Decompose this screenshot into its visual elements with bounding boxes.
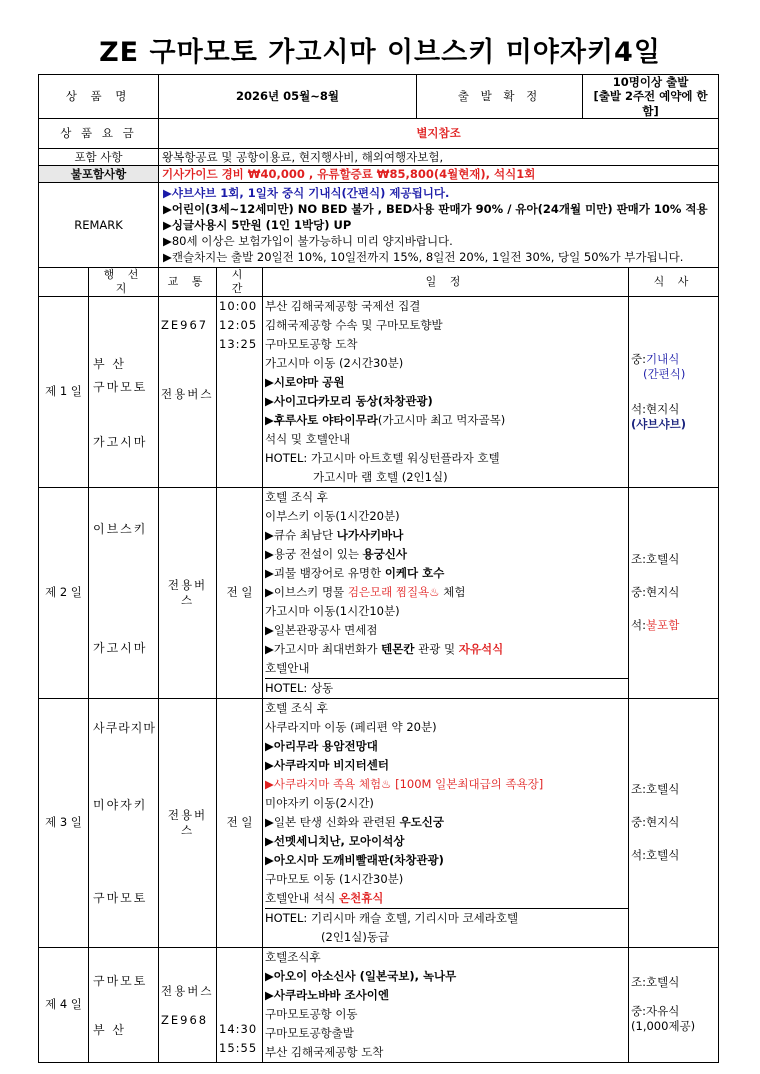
day-transport xyxy=(159,947,217,1062)
place-ibusuki: 이브스키 xyxy=(93,521,148,536)
day-row xyxy=(39,698,719,947)
schedule-line: 호텔 조식 후 xyxy=(265,700,328,715)
time-1: 10:00 xyxy=(219,298,258,313)
meal-lunch-note: (간편식) xyxy=(643,366,686,381)
exclude-label: 불포함사항 xyxy=(39,166,159,183)
transport-flight: ZE968 xyxy=(161,1012,209,1027)
meal-breakfast: 조:호텔식 xyxy=(631,782,680,797)
schedule-line: ▶아리무라 용암전망대 xyxy=(265,738,378,753)
day-row xyxy=(39,947,719,1062)
schedule-line: ▶이브스키 명물 xyxy=(265,584,348,599)
schedule-highlight: 텐몬칸 xyxy=(381,641,415,656)
day-label: 제 2 일 xyxy=(39,487,89,698)
remark-4: ▶80세 이상은 보험가입이 불가능하니 미리 양지바랍니다. xyxy=(163,234,453,249)
schedule-line: ▶큐슈 최남단 xyxy=(265,527,337,542)
day-meals xyxy=(629,947,719,1062)
transport-bus: 전용버스 xyxy=(161,386,214,401)
schedule-highlight: 온천휴식 xyxy=(338,890,384,905)
transport-flight: ZE967 xyxy=(161,317,209,332)
place-busan: 부 산 xyxy=(93,1022,126,1037)
meal-lunch: 중: xyxy=(631,351,647,366)
schedule-highlight: 나가사키바나 xyxy=(336,527,404,542)
schedule-line: ▶아오이 아소신사 (일본국보), 녹나무 xyxy=(265,968,457,983)
place-kumamoto: 구마모토 xyxy=(93,380,148,395)
transport-bus: 전용버스 xyxy=(159,487,217,698)
schedule-line: 김해국제공항 수속 및 구마모토향발 xyxy=(265,317,443,332)
day-places xyxy=(89,296,159,487)
time-allday: 전 일 xyxy=(217,487,263,698)
meal-lunch: 중:현지식 xyxy=(631,585,680,600)
schedule-line: HOTEL: 가고시마 아트호텔 워싱턴플라자 호텔 xyxy=(265,450,500,465)
time-1: 14:30 xyxy=(219,1021,258,1036)
schedule-line: 부산 김해국제공항 도착 xyxy=(265,1044,384,1059)
schedule-line: 호텔안내 석식 xyxy=(265,890,339,905)
day-label: 제 3 일 xyxy=(39,698,89,947)
place-miyazaki: 미야자키 xyxy=(93,797,148,812)
transport-bus: 전용버스 xyxy=(159,698,217,947)
page-title: ZE 구마모토 가고시마 이브스키 미야자키4일 xyxy=(99,37,661,68)
meal-lunch: 중:자유식 xyxy=(631,1004,680,1019)
meal-dinner: 석: xyxy=(631,618,647,633)
day-meals xyxy=(629,487,719,698)
schedule-line: 가고시마 이동(1시간10분) xyxy=(265,603,400,618)
schedule-line: 구마모토공항 이동 xyxy=(265,1006,358,1021)
schedule-line: ▶사쿠라노바바 조사이엔 xyxy=(265,987,389,1002)
schedule-line: 구마모토공항출발 xyxy=(265,1025,354,1040)
meal-dinner-value: 불포함 xyxy=(646,618,680,633)
day-times xyxy=(217,296,263,487)
meal-lunch: 중:현지식 xyxy=(631,815,680,830)
schedule-highlight: 자유석식 xyxy=(458,641,504,656)
place-sakurajima: 사쿠라지마 xyxy=(93,720,156,735)
time-2: 12:05 xyxy=(219,317,258,332)
time-2: 15:55 xyxy=(219,1040,258,1055)
schedule-line: 미야자키 이동(2시간) xyxy=(265,795,374,810)
schedule-line: ▶일본 탄생 신화와 관련된 xyxy=(265,814,400,829)
exclude-value: 기사가이드 경비 ₩40,000 , 유류할증료 ₩85,800(4월현재), 석식1회 xyxy=(159,166,719,183)
product-value: 2026년 05월~8월 xyxy=(159,75,417,119)
schedule-line: ▶가고시마 최대번화가 xyxy=(265,641,382,656)
schedule-line: 구마모토 이동 (1시간30분) xyxy=(265,871,404,886)
remark-list xyxy=(159,183,719,268)
schedule-line: (2인1실)동급 xyxy=(321,929,390,944)
meal-lunch-note: (1,000제공) xyxy=(631,1019,696,1034)
day-label: 제 4 일 xyxy=(39,947,89,1062)
day-places xyxy=(89,698,159,947)
header-transport: 교 통 xyxy=(159,268,217,297)
time-allday: 전 일 xyxy=(217,698,263,947)
schedule-line: ▶일본관광공사 면세점 xyxy=(265,622,378,637)
day-row xyxy=(39,296,719,487)
place-kumamoto: 구마모토 xyxy=(93,890,148,905)
day-meals xyxy=(629,296,719,487)
place-kagoshima: 가고시마 xyxy=(93,435,148,450)
day-transport xyxy=(159,296,217,487)
schedule-line: ▶용궁 전설이 있는 xyxy=(265,546,363,561)
schedule-highlight: 용궁신사 xyxy=(362,546,408,561)
remark-1: ▶샤브샤브 1회, 1일차 중식 기내식(간편식) 제공됩니다. xyxy=(163,186,450,201)
schedule-line: ▶아오시마 도깨비빨래판(차창관광) xyxy=(265,852,444,867)
depart-value-line-1: 10명이상 출발 xyxy=(612,75,689,89)
include-value: 왕복항공료 및 공항이용료, 현지행사비, 해외여행자보험, xyxy=(159,149,719,166)
meal-dinner: 석:현지식 xyxy=(631,401,680,416)
itinerary-table xyxy=(38,74,719,1063)
remark-5: ▶캔슬차지는 출발 20일전 10%, 10일전까지 15%, 8일전 20%, 1일전 30%, 당일 50%가 부가됩니다. xyxy=(163,250,684,265)
header-meal: 식 사 xyxy=(629,268,719,297)
schedule-line: HOTEL: 기리시마 캐슬 호텔, 기리시마 코세라호텔 xyxy=(265,908,628,928)
product-label: 상 품 명 xyxy=(39,75,159,119)
header-schedule: 일 정 xyxy=(263,268,629,297)
schedule-line: 가고시마 램 호텔 (2인1실) xyxy=(313,469,448,484)
schedule-line: ▶사쿠라지마 비지터센터 xyxy=(265,757,389,772)
schedule-highlight: 검은모래 찜질욕♨ xyxy=(347,584,440,599)
price-value: 별지참조 xyxy=(159,119,719,149)
header-day xyxy=(39,268,89,297)
meal-dinner: 석:호텔식 xyxy=(631,848,680,863)
day-schedule xyxy=(263,698,629,947)
include-label: 포함 사항 xyxy=(39,149,159,166)
place-busan: 부 산 xyxy=(93,357,126,372)
schedule-line: ▶사쿠라지마 족욕 체험♨ [100M 일본최대급의 족욕장] xyxy=(265,776,544,791)
meal-breakfast: 조:호텔식 xyxy=(631,975,680,990)
day-schedule xyxy=(263,296,629,487)
schedule-line: 호텔 조식 후 xyxy=(265,489,328,504)
remark-label: REMARK xyxy=(39,183,159,268)
price-label: 상 품 요 금 xyxy=(39,119,159,149)
day-places xyxy=(89,947,159,1062)
day-row xyxy=(39,487,719,698)
schedule-highlight: 이케다 호수 xyxy=(384,565,445,580)
day-schedule xyxy=(263,487,629,698)
day-label: 제 1 일 xyxy=(39,296,89,487)
schedule-line: 가고시마 이동 (2시간30분) xyxy=(265,355,404,370)
day-schedule xyxy=(263,947,629,1062)
place-kagoshima: 가고시마 xyxy=(93,640,148,655)
schedule-line: 이부스키 이동(1시간20분) xyxy=(265,508,400,523)
header-time: 시 간 xyxy=(217,268,263,297)
day-places xyxy=(89,487,159,698)
schedule-line: 호텔조식후 xyxy=(265,949,321,964)
schedule-line: 호텔안내 xyxy=(265,660,310,675)
depart-value-line-2: [출발 2주전 예약에 한함] xyxy=(593,89,708,118)
day-meals xyxy=(629,698,719,947)
depart-value xyxy=(583,75,719,119)
schedule-line: 체험 xyxy=(439,584,466,599)
meal-lunch-value: 기내식 xyxy=(646,351,680,366)
schedule-line: 구마모토공항 도착 xyxy=(265,336,358,351)
schedule-line: ▶괴물 뱀장어로 유명한 xyxy=(265,565,385,580)
remark-2: ▶어린이(3세~12세미만) NO BED 불가 , BED사용 판매가 90% / 유아(24개월 미만) 판매가 10% 적용 xyxy=(163,202,708,217)
depart-label: 출 발 확 정 xyxy=(417,75,583,119)
schedule-highlight: 우도신궁 xyxy=(399,814,445,829)
time-3: 13:25 xyxy=(219,336,258,351)
place-kumamoto: 구마모토 xyxy=(93,973,148,988)
schedule-line: HOTEL: 상동 xyxy=(265,678,628,698)
schedule-line: ▶시로야마 공원 xyxy=(265,374,345,389)
meal-dinner-note: (샤브샤브) xyxy=(631,416,686,431)
meal-breakfast: 조:호텔식 xyxy=(631,552,680,567)
schedule-line: 관광 및 xyxy=(414,641,459,656)
transport-bus: 전용버스 xyxy=(161,983,214,998)
schedule-line: 석식 및 호텔안내 xyxy=(265,431,351,446)
schedule-line: ▶선멧세니치난, 모아이석상 xyxy=(265,833,405,848)
day-times xyxy=(217,947,263,1062)
schedule-line: 사쿠라지마 이동 (페리편 약 20분) xyxy=(265,719,437,734)
schedule-line: ▶사이고다카모리 동상(차창관광) xyxy=(265,393,433,408)
schedule-line: ▶후루사토 야타이무라 xyxy=(265,412,378,427)
remark-3: ▶싱글사용시 5만원 (1인 1박당) UP xyxy=(163,218,352,233)
schedule-line: (가고시마 최고 먹자골목) xyxy=(377,412,506,427)
header-place: 행 선 지 xyxy=(89,268,159,297)
schedule-line: 부산 김해국제공항 국제선 집결 xyxy=(265,298,421,313)
